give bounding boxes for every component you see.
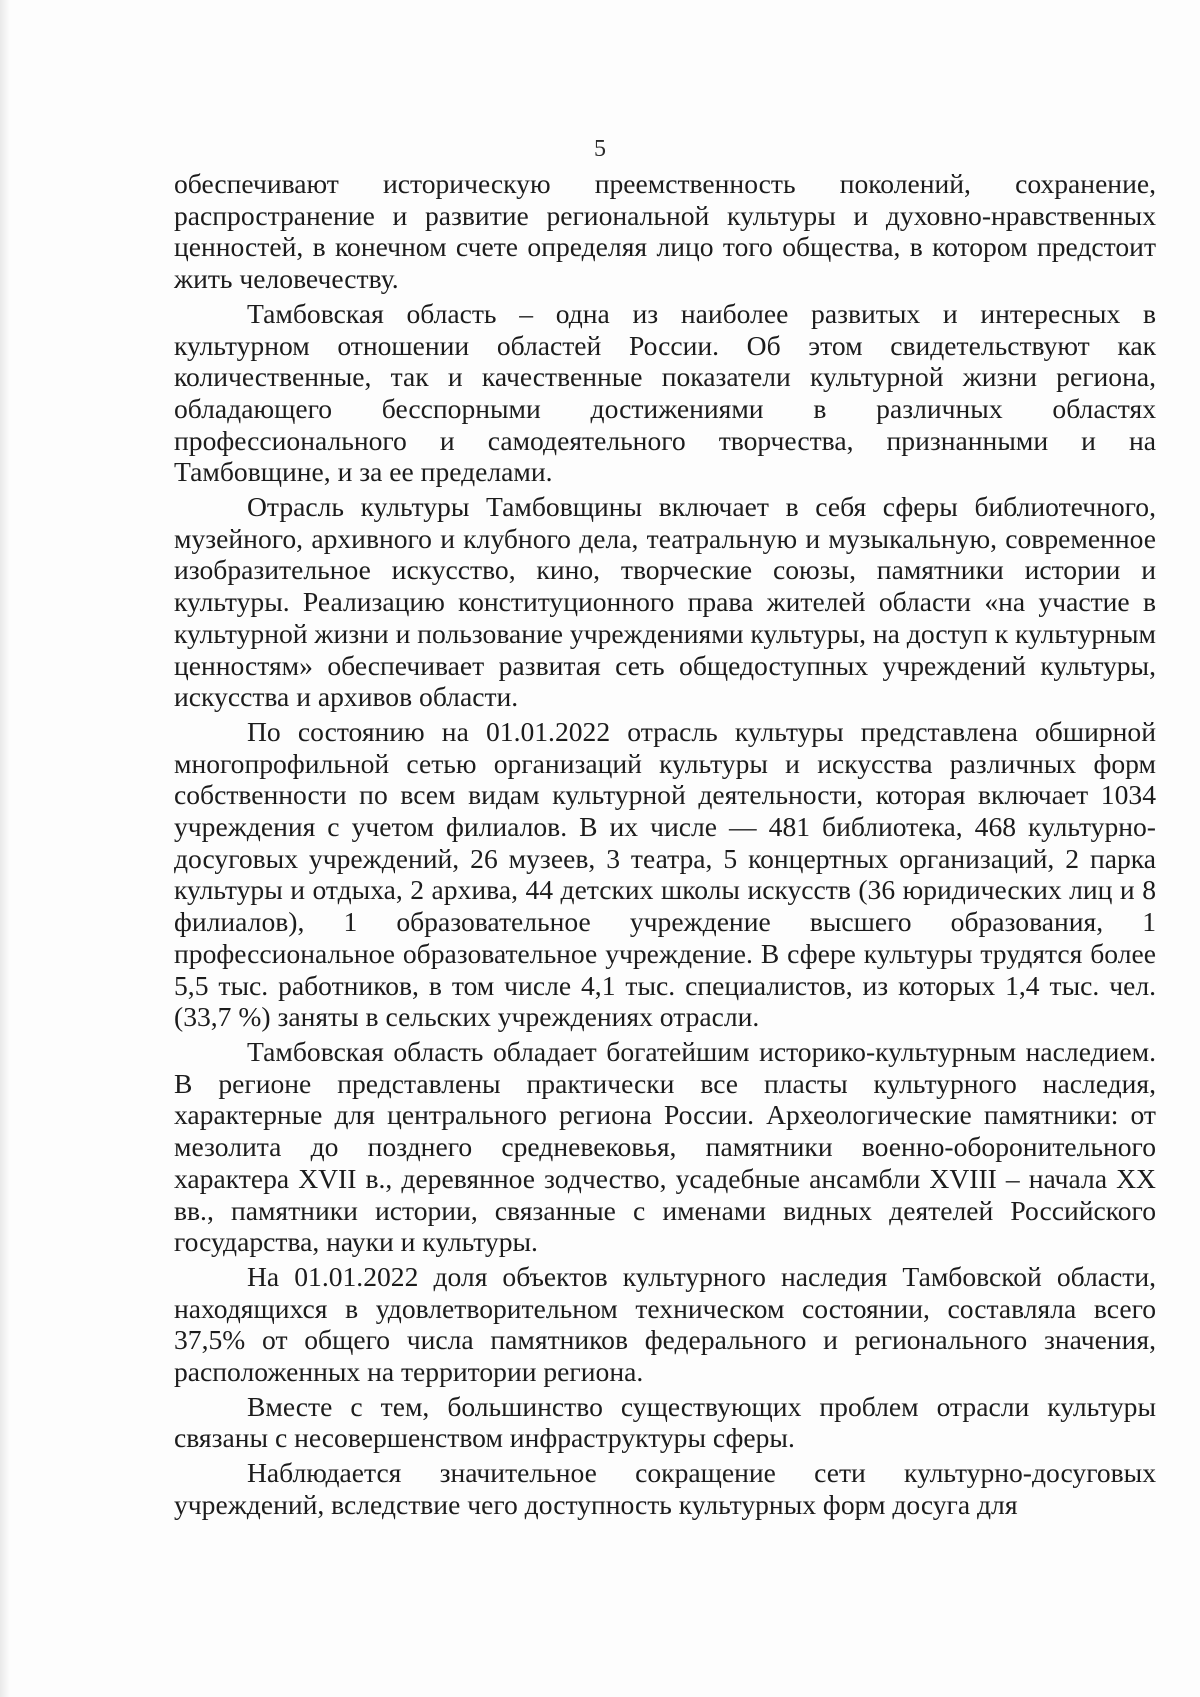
paragraph-problems: Вместе с тем, большинство существующих проблем отрасли культуры связаны с несовершенством инфраструктуры сферы. [174, 1390, 1156, 1454]
scan-edge [0, 0, 10, 1697]
paragraph-culture-branch: Отрасль культуры Тамбовщины включает в себя сферы библиотечного, музейного, архивного и клубного дела, театральную и музыкальную, современное изобразительное искусство, кино, творческие союзы, памятники истории и культуры. Реализацию конституционного права жителей области «на участие в культурной жизни и пользование учреждениями культуры, на доступ к культурным ценностям» обеспечивает развитая сеть общедоступных учреждений культуры, искусства и архивов области. [174, 491, 1156, 713]
paragraph-heritage-condition: На 01.01.2022 доля объектов культурного наследия Тамбовской области, находящихся в удовлетворительном техническом состоянии, составляла всего 37,5% от общего числа памятников федерального и регионального значения, расположенных на территории региона. [174, 1260, 1156, 1388]
paragraph-network-reduction: Наблюдается значительное сокращение сети культурно-досуговых учреждений, вследствие чего доступность культурных форм досуга для [174, 1457, 1156, 1520]
paragraph-statistics: По состоянию на 01.01.2022 отрасль культуры представлена обширной многопрофильной сетью организаций культуры и искусства различных форм собственности по всем видам культурной деятельности, которая включает 1034 учреждения с учетом филиалов. В их числе — 481 библиотека, 468 культурно-досуговых учреждений, 26 музеев, 3 театра, 5 концертных организаций, 2 парка культуры и отдыха, 2 архива, 44 детских школы искусств (36 юридических лиц и 8 филиалов), 1 образовательное учреждение высшего образования, 1 профессиональное образовательное учреждение. В сфере культуры трудятся более 5,5 тыс. работников, в том числе 4,1 тыс. специалистов, из которых 1,4 тыс. чел. (33,7 %) заняты в сельских учреждениях отрасли. [174, 715, 1156, 1033]
paragraph-tambov-region: Тамбовская область – одна из наиболее развитых и интересных в культурном отношении областей России. Об этом свидетельствуют как количественные, так и качественные показатели культурной жизни региона, обладающего бесспорными достижениями в различных областях профессионального и самодеятельного творчества, признанными и на Тамбовщине, и за ее пределами. [174, 297, 1156, 488]
page-number: 5 [594, 136, 606, 162]
document-body [174, 168, 1156, 1524]
paragraph-continuation: обеспечивают историческую преемственность поколений, сохранение, распространение и развитие региональной культуры и духовно-нравственных ценностей, в конечном счете определяя лицо того общества, в котором предстоит жить человечеству. [174, 168, 1156, 295]
paragraph-heritage: Тамбовская область обладает богатейшим историко-культурным наследием. В регионе представлены практически все пласты культурного наследия, характерные для центрального региона России. Археологические памятники: от мезолита до позднего средневековья, памятники военно-оборонительного характера XVII в., деревянное зодчество, усадебные ансамбли XVIII – начала XX вв., памятники истории, связанные с именами видных деятелей Российского государства, науки и культуры. [174, 1035, 1156, 1258]
